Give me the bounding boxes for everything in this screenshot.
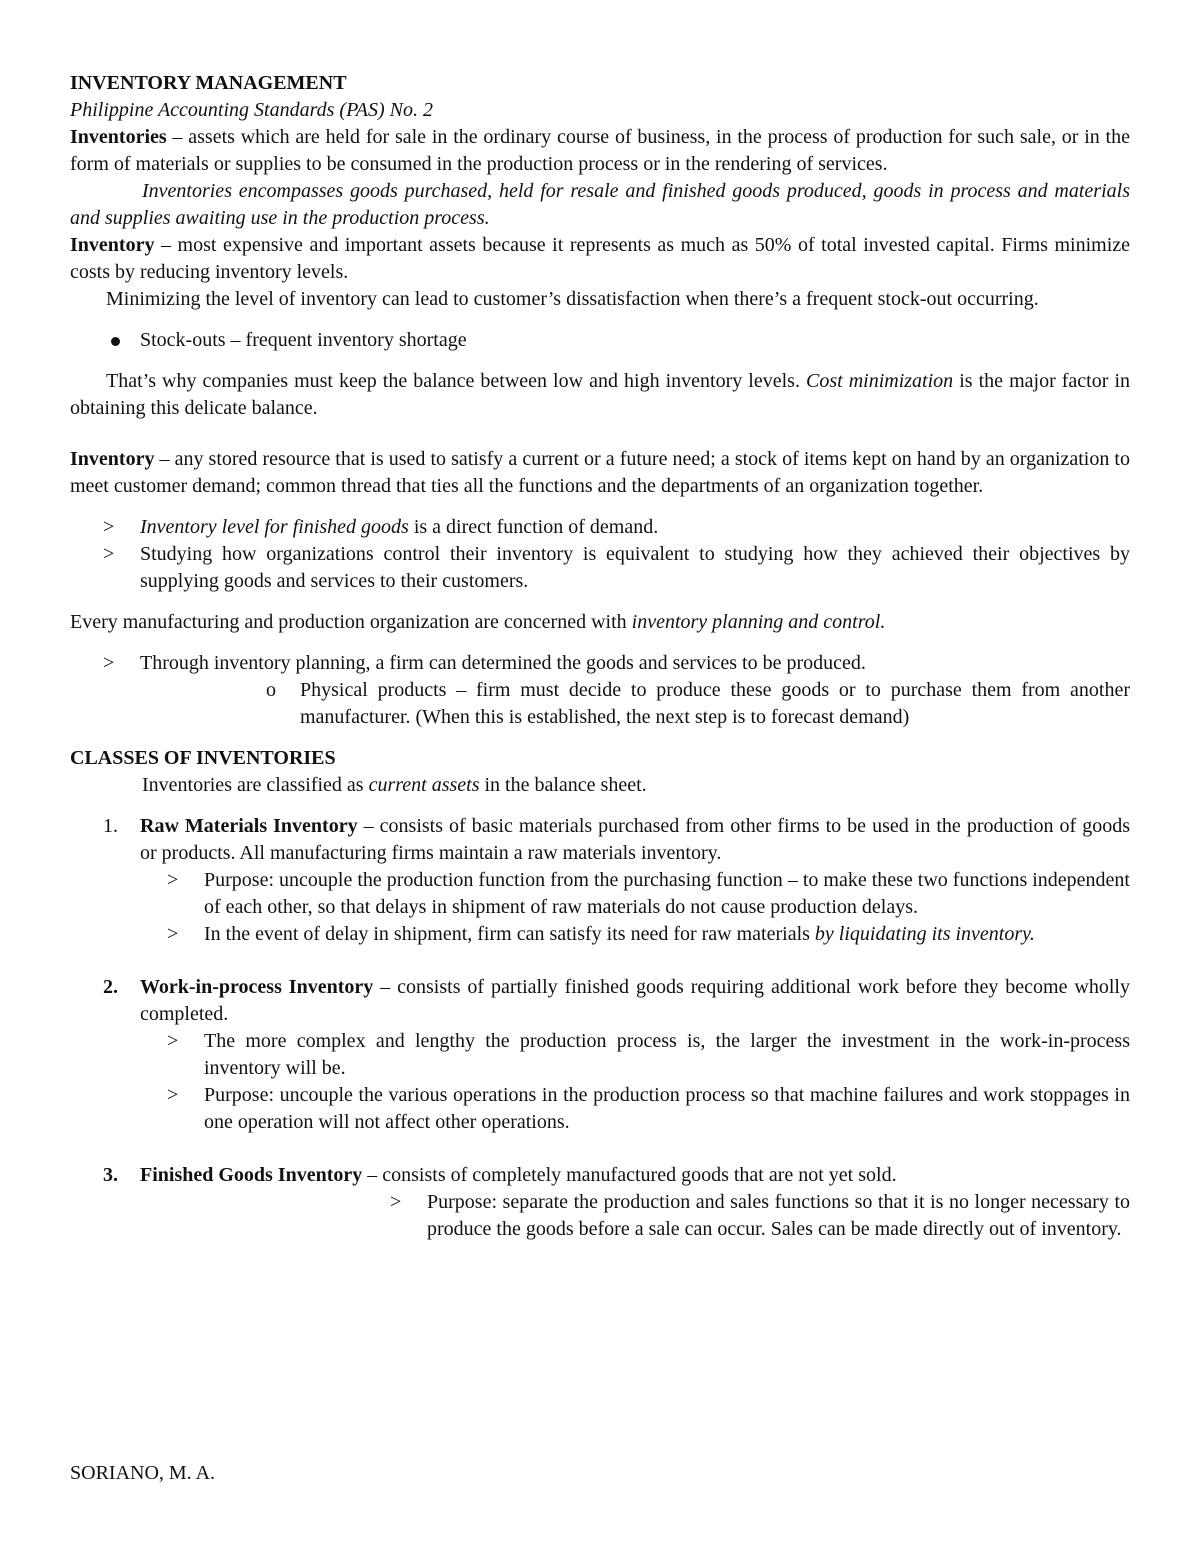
point-text [140,514,1130,541]
intro-text: in the balance sheet. [479,774,647,796]
section-title-classes: CLASSES OF INVENTORIES [70,747,336,769]
arrow-marker-icon: > [167,869,179,891]
point-text: Through inventory planning, a firm can determined the goods and services to be produced. [140,652,866,674]
subpoint-text: The more complex and lengthy the production process is, the larger the investment in the work-in-process inventory will be. [204,1030,1130,1079]
point-rest: is a direct function of demand. [408,516,659,538]
item-text [140,974,1130,1028]
item-term: Finished Goods Inventory [140,1164,363,1186]
subpoint-text [204,921,1130,948]
item-term: Work-in-process Inventory [140,976,374,998]
arrow-marker-icon: > [390,1191,402,1213]
item-number: 3. [103,1164,118,1186]
class-item-work-in-process [70,974,1130,1028]
subpoint-text: Purpose: separate the production and sales functions so that it is no longer necessary to produce the goods before a sale can occur. Sales can be made directly out of inventory. [427,1191,1130,1240]
point-item [103,541,1130,595]
classes-intro [70,772,1130,799]
arrow-marker-icon: > [103,543,115,565]
class-subpoint [167,921,1130,948]
point-emphasis: Inventory level for finished goods [140,516,409,538]
subpoint-emphasis: by liquidating its inventory. [814,923,1035,945]
definition-inventory-cost [70,232,1130,286]
class-subpoint [390,1189,1130,1243]
definition-term: Inventories [70,126,167,148]
author-footer: SORIANO, M. A. [70,1462,216,1484]
definition-text: – any stored resource that is used to satisfy a current or a future need; a stock of items kept on hand by an organization to meet customer demand; common thread that ties all the functions and the departments of an organization together. [70,448,1130,497]
point-text: Studying how organizations control their inventory is equivalent to studying how they achieved their objectives by supplying goods and services to their customers. [140,543,1130,592]
arrow-marker-icon: > [167,1084,179,1106]
definition-note: Inventories encompasses goods purchased, held for resale and finished goods produced, goods in process and materials and supplies awaiting use in the production process. [70,180,1130,229]
balance-emphasis: Cost minimization [806,370,954,392]
arrow-marker-icon: > [167,923,179,945]
page-subtitle: Philippine Accounting Standards (PAS) No. 2 [70,99,433,121]
class-subpoint [167,1082,1130,1136]
class-subpoint [167,1028,1130,1082]
class-subpoint [167,867,1130,921]
class-item-raw-materials [70,813,1130,867]
class-item-finished-goods [70,1162,1130,1189]
item-number: 1. [103,815,118,837]
bullet-text: Stock-outs – frequent inventory shortage [140,329,467,351]
intro-emphasis: current assets [368,774,480,796]
point-item [103,514,1130,541]
intro-text: Inventories are classified as [142,774,369,796]
item-text [140,1162,1130,1189]
item-description: – consists of partially finished goods requiring additional work before they become wholly completed. [140,976,1130,1025]
arrow-marker-icon: > [103,516,115,538]
arrow-marker-icon: > [103,652,115,674]
item-description: – consists of completely manufactured goods that are not yet sold. [362,1164,897,1186]
subpoint-text: Purpose: uncouple the various operations in the production process so that machine failures and work stoppages in one operation will not affect other operations. [204,1084,1130,1133]
planning-emphasis: inventory planning and control. [631,611,886,633]
balance-text: is the major factor in obtaining this delicate balance. [70,370,1130,419]
page-title: INVENTORY MANAGEMENT [70,72,347,94]
balance-text: That’s why companies must keep the balance between low and high inventory levels. [106,370,806,392]
minimizing-paragraph: Minimizing the level of inventory can lead to customer’s dissatisfaction when there’s a frequent stock-out occurring. [106,288,1039,310]
definition-term: Inventory [70,448,155,470]
planning-point [103,650,1130,677]
definition-inventory-resource [70,446,1130,500]
circle-marker-icon: o [266,679,276,701]
bullet-icon [103,327,140,354]
definition-term: Inventory [70,234,155,256]
planning-paragraph [70,609,1130,636]
item-number: 2. [103,976,118,998]
subpoint-text: Physical products – firm must decide to produce these goods or to purchase them from another manufacturer. (When this is established, the next step is to forecast demand) [300,679,1130,728]
definition-text: – assets which are held for sale in the ordinary course of business, in the process of production for such sale, or in the form of materials or supplies to be consumed in the production process or in the rendering of services. [70,126,1130,175]
subpoint-text: Purpose: uncouple the production function from the purchasing function – to make these two functions independent of each other, so that delays in shipment of raw materials do not cause production delays. [204,869,1130,918]
planning-subpoint [266,677,1130,731]
item-text [140,813,1130,867]
stockouts-bullet [103,327,1130,354]
planning-text: Every manufacturing and production organization are concerned with [70,611,632,633]
definition-text: – most expensive and important assets because it represents as much as 50% of total invested capital. Firms minimize costs by reducing inventory levels. [70,234,1130,283]
item-description: – consists of basic materials purchased from other firms to be used in the production of goods or products. All manufacturing firms maintain a raw materials inventory. [140,815,1130,864]
item-term: Raw Materials Inventory [140,815,358,837]
definition-inventories [70,124,1130,178]
arrow-marker-icon: > [167,1030,179,1052]
balance-paragraph [70,368,1130,422]
subpoint-body: In the event of delay in shipment, firm can satisfy its need for raw materials [204,923,815,945]
